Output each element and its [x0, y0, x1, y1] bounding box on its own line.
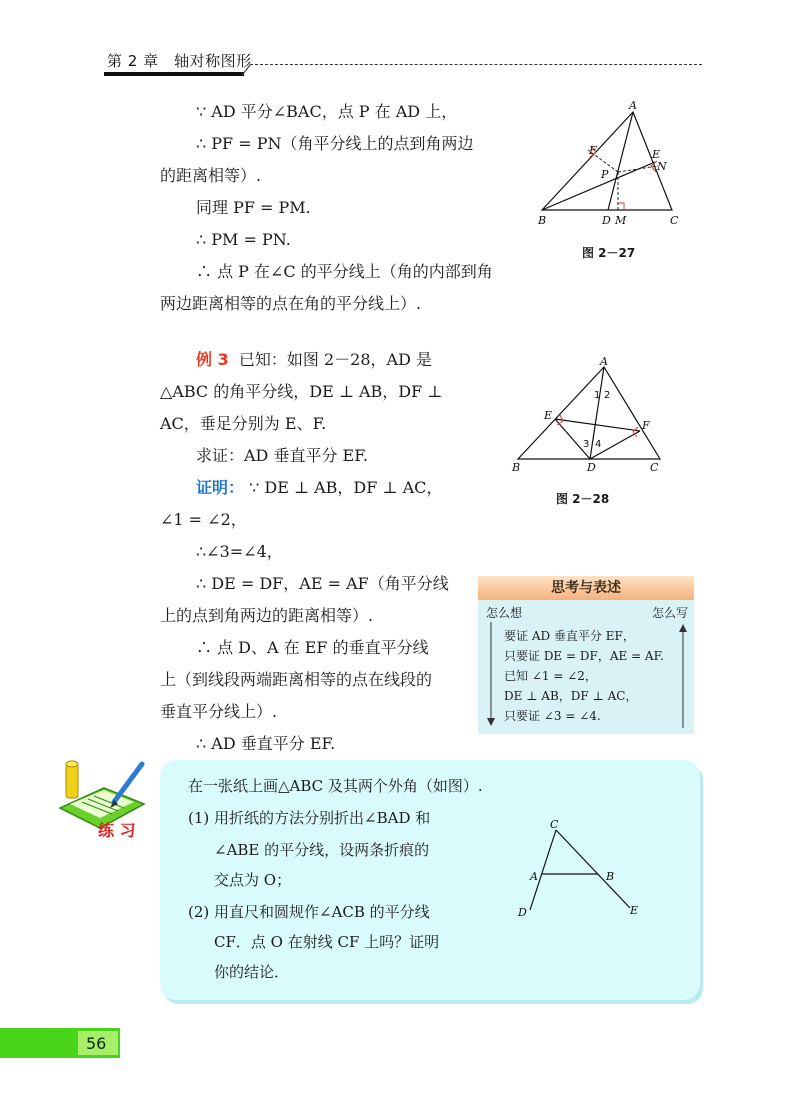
fig27-label-D: D: [602, 214, 611, 227]
exercise-line7: 你的结论．: [214, 963, 290, 981]
fig28-label-A: A: [600, 355, 608, 368]
fig27-label-F: F: [589, 144, 597, 157]
fig28-label-B: B: [512, 461, 521, 474]
page-number: 56: [86, 1034, 107, 1053]
example3-line1: [196, 350, 432, 370]
up-arrow-icon: [676, 620, 690, 730]
header-slash: [240, 56, 252, 76]
exercise-line4: 交点为 O；: [214, 871, 292, 889]
fig27-label-B: B: [538, 214, 547, 227]
example3-tag: 例 3: [196, 350, 229, 369]
fig27-label-A: A: [629, 100, 637, 112]
fig28-label-D: D: [587, 461, 596, 474]
fig28-label-E: E: [544, 409, 553, 422]
example3-line13: ∴ AD 垂直平分 EF.: [196, 734, 336, 753]
exfig-label-C: C: [550, 818, 559, 831]
think-box-left-label: 怎么想: [486, 606, 523, 620]
exercise-line5: (2) 用直尺和圆规作∠ACB 的平分线: [188, 903, 430, 921]
fig27-label-C: C: [670, 214, 679, 227]
exercise-line3: ∠ABE 的平分线，设两条折痕的: [214, 841, 430, 859]
exfig-label-B: B: [606, 870, 615, 883]
exfig-label-D: D: [518, 906, 527, 919]
fig28-angle-1: 1: [594, 390, 601, 401]
exercise-line6: CF．点 O 在射线 CF 上吗？证明: [214, 933, 440, 951]
think-line-3: 已知 ∠1 = ∠2，: [504, 669, 597, 683]
proof1-line7: 两边距离相等的点在角的平分线上）.: [160, 294, 422, 313]
example3-line9: 上的点到角两边的距离相等）.: [160, 606, 374, 625]
figure-2-27: [530, 100, 700, 260]
fig28-angle-4: 4: [595, 439, 602, 450]
example3-line4: 求证：AD 垂直平分 EF.: [196, 446, 368, 465]
exercise-line2: (1) 用折纸的方法分别折出∠BAD 和: [188, 809, 431, 827]
fig28-label-F: F: [642, 419, 650, 432]
proof1-line2: ∴ PF = PN（角平分线上的点到角两边: [196, 134, 474, 153]
fig27-label-P: P: [601, 168, 609, 181]
header-dashed-rule: [250, 64, 702, 65]
example3-line7: ∴∠3=∠4，: [196, 542, 283, 561]
exercise-label: 练 习: [98, 821, 136, 840]
down-arrow-icon: [484, 620, 498, 730]
example3-line8: ∴ DE = DF，AE = AF（角平分线: [196, 574, 449, 593]
proof1-line4: 同理 PF = PM.: [196, 198, 311, 217]
think-express-box: [478, 576, 694, 734]
example3-line5: [196, 478, 442, 498]
figure-2-28: [510, 355, 675, 475]
example3-line11: 上（到线段两端距离相等的点在线段的: [160, 670, 433, 689]
fig27-label-E: E: [652, 148, 661, 161]
proof1-line3: 的距离相等）.: [160, 166, 262, 185]
chapter-header: 第 2 章 轴对称图形: [107, 52, 252, 70]
proof-tag: 证明：: [196, 478, 245, 497]
think-line-2: 只要证 DE = DF，AE = AF.: [504, 649, 664, 663]
exfig-label-A: A: [530, 870, 538, 883]
example3-line3: AC，垂足分别为 E、F.: [160, 414, 327, 433]
figure-2-28-caption: 图 2－28: [556, 492, 610, 506]
fig28-angle-2: 2: [604, 390, 611, 401]
exfig-label-E: E: [630, 904, 639, 917]
proof1-line1: ∵ AD 平分∠BAC，点 P 在 AD 上，: [196, 102, 458, 121]
proof1-line6: ∴ 点 P 在∠C 的平分线上（角的内部到角: [196, 262, 493, 281]
exercise-triangle-figure: [512, 818, 652, 922]
example3-given: 已知：如图 2－28，AD 是: [238, 350, 432, 369]
example3-line10: ∴ 点 D、A 在 EF 的垂直平分线: [196, 638, 429, 657]
example3-line2: △ABC 的角平分线，DE ⊥ AB，DF ⊥: [160, 382, 443, 401]
example3-line6: ∠1 = ∠2，: [160, 510, 247, 529]
header-underline: [104, 72, 244, 76]
proof1-line5: ∴ PM = PN.: [196, 230, 291, 249]
example3-line12: 垂直平分线上）.: [160, 702, 278, 721]
think-box-title: 思考与表述: [478, 576, 694, 600]
think-box-right-label: 怎么写: [651, 606, 688, 620]
fig27-label-N: N: [657, 160, 667, 173]
fig27-label-M: M: [615, 214, 627, 227]
think-line-4: DE ⊥ AB，DF ⊥ AC，: [504, 689, 638, 703]
fig28-angle-3: 3: [583, 439, 590, 450]
figure-2-27-caption: 图 2－27: [582, 246, 636, 260]
proof-step1: ∵ DE ⊥ AB，DF ⊥ AC，: [249, 478, 443, 497]
think-line-1: 要证 AD 垂直平分 EF，: [504, 629, 635, 643]
exercise-line1: 在一张纸上画△ABC 及其两个外角（如图）.: [188, 777, 483, 795]
fig28-label-C: C: [650, 461, 659, 474]
think-line-5: 只要证 ∠3 = ∠4.: [504, 709, 601, 723]
